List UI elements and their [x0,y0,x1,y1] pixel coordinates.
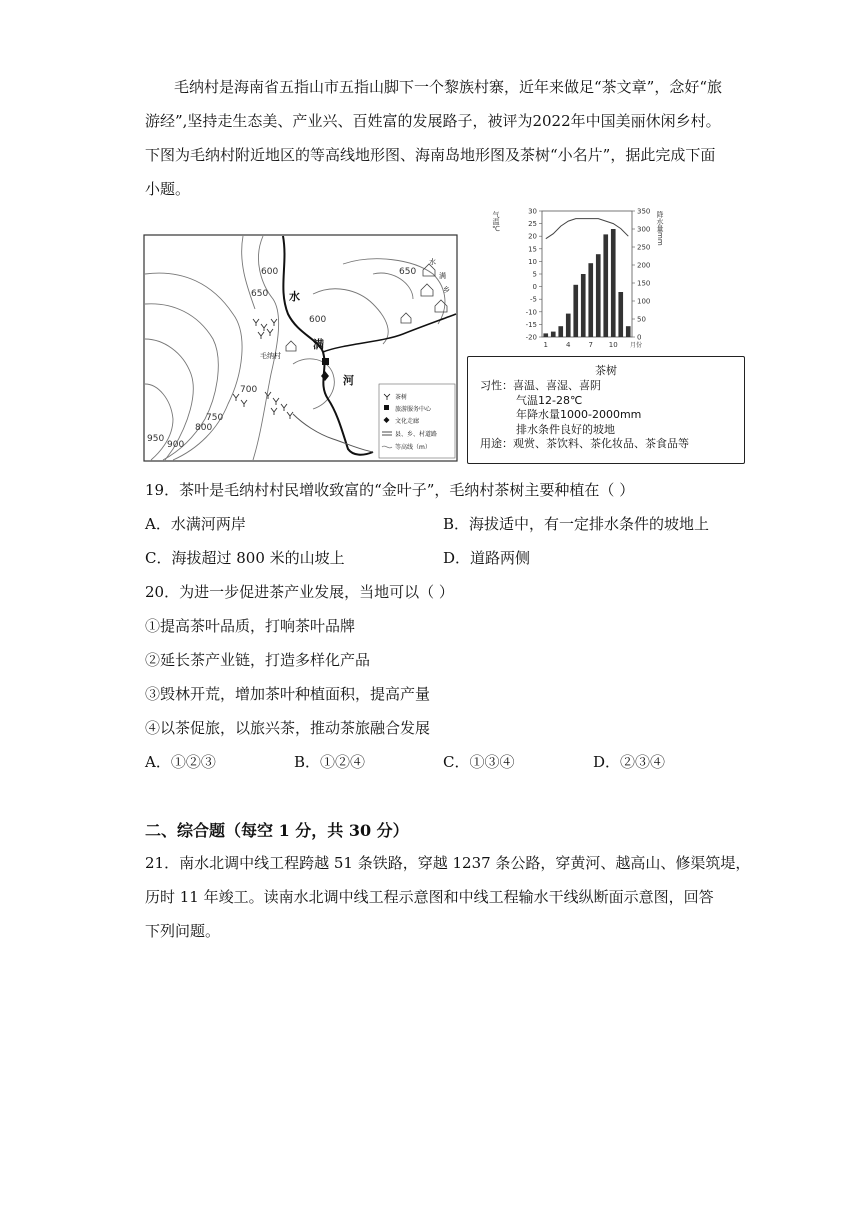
climate-chart [492,203,672,355]
q20-stem: 20．为进一步促进茶产业发展，当地可以（ ） [145,583,454,601]
tea-use-label: 用途： [480,437,513,450]
tea-use: 观赏、茶饮料、茶化妆品、茶食品等 [513,437,689,450]
q20-item-4: ④以茶促旅，以旅兴茶，推动茶旅融合发展 [145,719,431,737]
left-tick-label: -10 [525,308,537,317]
precip-bar [603,234,608,337]
precip-bar [573,285,578,337]
svg-text:水: 水 [429,258,436,266]
contour-map [143,234,458,462]
x-tick-label: 4 [566,341,571,349]
contour-label: 750 [206,413,224,423]
river-char: 河 [343,374,354,387]
contour-label: 650 [251,289,269,299]
right-tick-label: 300 [637,225,651,234]
left-tick-label: 15 [528,245,537,254]
svg-text:县、乡、村道路: 县、乡、村道路 [395,431,438,438]
q21-line-3: 下列问题。 [145,922,221,940]
contour-label: 700 [240,385,258,395]
river-char: 水 [289,290,300,303]
contour-label: 900 [167,440,185,450]
left-axis-title: 气温℃ [492,211,500,233]
tea-card-title: 茶树 [595,364,617,377]
precip-bar [588,263,593,337]
right-tick-label: 250 [637,243,651,252]
x-tick-label: 7 [588,341,593,349]
intro-line-3: 下图为毛纳村附近地区的等高线地形图、海南岛地形图及茶树“小名片”，据此完成下面 [145,146,716,164]
q19-stem: 19．茶叶是毛纳村村民增收致富的“金叶子”，毛纳村茶树主要种植在（ ） [145,481,635,499]
svg-text:茶树: 茶树 [395,394,408,401]
q20-option-c: C．①③④ [443,753,515,771]
contour-label: 800 [195,423,213,433]
q20-option-b: B．①②④ [294,753,366,771]
precip-bar [618,292,623,337]
precip-bar [581,274,586,337]
contour-label: 600 [309,315,327,325]
left-tick-label: -5 [530,295,537,304]
svg-text:文化走廊: 文化走廊 [395,418,420,425]
right-tick-label: 0 [637,333,642,342]
right-tick-label: 350 [637,207,651,216]
temp-line [546,219,629,239]
precip-bar [551,332,556,337]
intro-line-2: 游经”,坚持走生态美、产业兴、百姓富的发展路子，被评为2022年中国美丽休闲乡村。 [145,112,721,130]
svg-text:等高线（m）: 等高线（m） [395,444,431,451]
right-tick-label: 50 [637,315,646,324]
service-center-marker [322,358,329,365]
tea-rain: 年降水量1000-2000mm [516,408,642,421]
svg-text:满: 满 [439,272,446,280]
right-axis-title: 降水量mm [656,211,664,246]
q21-line-1: 21．南水北调中线工程跨越 51 条铁路，穿越 1237 条公路，穿黄河、越高山、修渠筑堤， [145,854,751,872]
q20-item-2: ②延长茶产业链，打造多样化产品 [145,651,371,669]
precip-bar [543,333,548,337]
river-char: 满 [313,338,324,351]
precip-bar [558,326,563,337]
contour-label: 950 [147,434,165,444]
svg-text:旅游服务中心: 旅游服务中心 [395,406,432,413]
x-tick-label: 1 [543,341,548,349]
q20-option-d: D．②③④ [593,753,666,771]
q19-option-c: C．海拔超过 800 米的山坡上 [145,549,345,567]
tea-habit: 喜温、喜湿、喜阴 [513,379,601,392]
right-tick-label: 100 [637,297,651,306]
left-tick-label: -15 [525,320,537,329]
q20-item-3: ③毁林开荒，增加茶叶种植面积，提高产量 [145,685,431,703]
left-tick-label: -20 [525,333,537,342]
precip-bar [626,326,631,337]
contour-label: 650 [399,267,417,277]
tea-habit-label: 习性： [480,379,513,392]
tea-drain: 排水条件良好的坡地 [516,422,615,436]
precip-bar [611,229,616,337]
q20-option-a: A．①②③ [145,753,216,771]
x-tick-label: 10 [608,341,618,349]
svg-text:乡: 乡 [443,286,450,294]
tea-temp: 气温12-28℃ [516,393,583,407]
precip-bar [566,314,571,337]
q19-option-a: A．水满河两岸 [145,515,246,533]
map-legend [379,384,455,458]
left-tick-label: 20 [528,232,537,241]
left-tick-label: 25 [528,220,537,229]
intro-line-1: 毛纳村是海南省五指山市五指山脚下一个黎族村寨，近年来做足“茶文章”，念好“旅 [174,78,723,96]
left-tick-label: 30 [528,207,537,216]
right-tick-label: 150 [637,279,651,288]
left-tick-label: 5 [532,270,537,279]
q20-item-1: ①提高茶叶品质，打响茶叶品牌 [145,617,356,635]
contour-label: 600 [261,267,279,277]
section-title: 二、综合题（每空 1 分，共 30 分） [145,821,409,840]
intro-line-4: 小题。 [145,180,191,198]
village-label: 毛纳村 [260,352,281,360]
q21-line-2: 历时 11 年竣工。读南水北调中线工程示意图和中线工程输水干线纵断面示意图，回答 [145,888,714,906]
left-tick-label: 0 [532,283,537,292]
right-tick-label: 200 [637,261,651,270]
left-tick-label: 10 [528,257,537,266]
q19-option-b: B．海拔适中，有一定排水条件的坡地上 [443,515,710,533]
precip-bar [596,254,601,337]
q19-option-d: D．道路两侧 [443,549,531,567]
tea-card [467,356,745,464]
x-unit-label: 月份 [630,342,643,349]
